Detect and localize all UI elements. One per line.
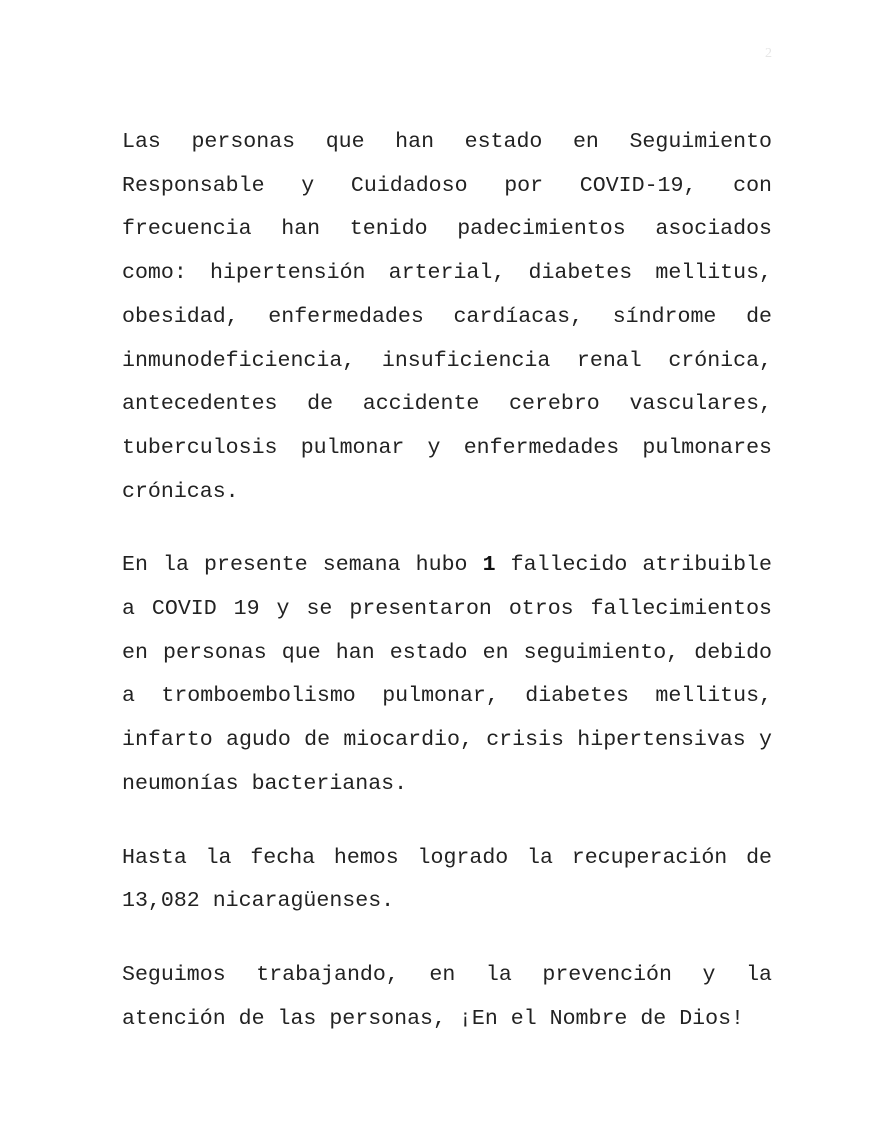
- paragraph-recoveries: Hasta la fecha hemos logrado la recuperación de 13,082 nicaragüenses.: [122, 845, 772, 914]
- document-body: [122, 121, 772, 1041]
- paragraph-deaths-intro: En la presente semana hubo: [122, 553, 483, 578]
- paragraph-deaths: [122, 544, 772, 806]
- deaths-count: 1: [482, 553, 496, 578]
- page-number: 2: [765, 46, 772, 61]
- paragraph-closing: Seguimos trabajando, en la prevención y la atención de las personas, ¡En el Nombre de Dios!: [122, 962, 772, 1031]
- paragraph-deaths-rest: fallecido atribuible a COVID 19 y se presentaron otros fallecimientos en personas que han estado en seguimiento, debido a tromboembolismo pulmonar, diabetes mellitus, infarto agudo de miocardio, crisis hipertensivas y neumonías bacterianas.: [122, 553, 772, 796]
- paragraph-comorbidities: Las personas que han estado en Seguimiento Responsable y Cuidadoso por COVID-19, con frecuencia han tenido padecimientos asociados como: hipertensión arterial, diabetes mellitus, obesidad, enfermedades cardíacas, síndrome de inmunodeficiencia, insuficiencia renal crónica, antecedentes de accidente cerebro vasculares, tuberculosis pulmonar y enfermedades pulmonares crónicas.: [122, 130, 772, 504]
